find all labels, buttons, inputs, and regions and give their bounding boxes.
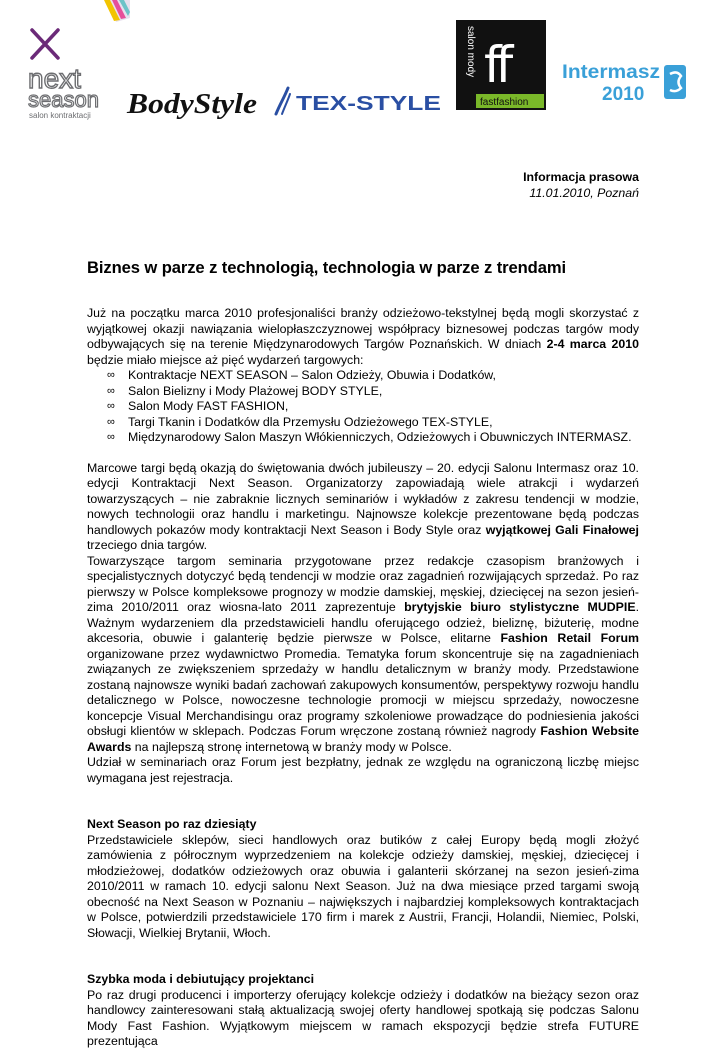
press-date-place: 11.01.2010, Poznań — [529, 185, 639, 200]
next-season-logo — [20, 0, 130, 125]
list-item: ∞ Salon Mody FAST FASHION, — [107, 399, 289, 413]
list-item: ∞ Kontraktacje NEXT SEASON – Salon Odzieży, Obuwia i Dodatków, — [107, 368, 496, 382]
section-heading-next-season: Next Season po raz dziesiąty — [87, 817, 257, 831]
intermasz-line2: 2010 — [602, 84, 645, 105]
next-season-stripes-graphic — [104, 0, 130, 22]
seminars-paragraph: Towarzyszące targom seminaria przygotowane przez redakcje czasopism branżowych i specjalistycznych dotyczyć będą tendencji w modzie oraz zagadnień rozwijających sprzedaż. Po raz pierwszy w Polsce kompleksowe prognozy w modzie damskiej, męskiej, dziecięcej na sezon jesień-zima 2010/2011 oraz wiosna-lato 2011 zaprezentuje brytyjskie biuro stylistyczne MUDPIE. Ważnym wydarzeniem dla przedstawicieli handlu oferującego odzież, bieliznę, biżuterię, modne akcesoria, obuwie i galanterię będzie pierwsze w Polsce, elitarne Fashion Retail Forum organizowane przez wydawnictwo Promedia. Tematyka forum skoncentruje się na zagadnieniach związanych ze zwiększeniem sprzedaży w handlu detalicznym w branży mody. Przedstawione zostaną najnowsze wyniki badań zachowań zakupowych konsumentów, perspektywy rozwoju handlu detalicznego w Polsce, nowoczesne technologie promocji w miejscu sprzedaży, nowoczesne koncepcje Visual Merchandisingu oraz programy szkoleniowe prowadzące do podniesienia jakości obsługi klientów w sklepach. Podczas Forum wręczone zostaną również nagrody Fashion Website Awards na najlepszą stronę internetową w branży mody w Polsce. — [87, 553, 640, 754]
next-season-line2: season — [28, 87, 99, 112]
next-season-x-mark — [32, 30, 58, 58]
registration-paragraph: Udział w seminariach oraz Forum jest bezpłatny, jednak ze względu na ograniczoną liczbę miejsc wymagana jest rejestracja. — [87, 755, 639, 785]
intermasz-gear-icon — [664, 65, 686, 99]
list-item: ∞ Salon Bielizny i Mody Plażowej BODY STYLE, — [107, 383, 383, 398]
tex-style-logo — [270, 82, 445, 122]
press-header — [523, 170, 639, 201]
intermasz-line1: Intermasz — [562, 62, 660, 83]
tex-style-thread-icon — [276, 88, 290, 114]
fast-fashion-logo — [456, 20, 546, 110]
section-heading-fast-fashion: Szybka moda i debiutujący projektanci — [87, 972, 315, 986]
article-body — [87, 306, 639, 1050]
list-item: ∞ Międzynarodowy Salon Maszyn Włókienniczych, Odzieżowych i Obuwniczych INTERMASZ. — [107, 430, 632, 444]
jubilee-paragraph: Marcowe targi będą okazją do świętowania dwóch jubileuszy – 20. edycji Salonu Intermasz oraz 10. edycji Kontraktacji Next Season. Organizatorzy zapowiadają wiele atrakcji i wydarzeń towarzyszących – nie zabraknie licznych seminariów i wykładów z zakresu tendencji w modzie, nowych technologii oraz handlu i marketingu. Najnowsze kolekcje prezentowane będą podczas handlowych pokazów mody kontraktacji Next Season i Body Style oraz wyjątkowej Gali Finałowej trzeciego dnia targów. — [87, 460, 639, 552]
next-season-line1: next — [28, 63, 81, 94]
next-season-line3: salon kontraktacji — [29, 111, 91, 120]
intro-paragraph: Już na początku marca 2010 profesjonaliści branży odzieżowo-tekstylnej będą mogli skorzystać z wyjątkowej okazji nawiązania wielopłaszczyznowej współpracy biznesowej podczas targów mody odbywających się na terenie Międzynarodowych Targów Poznańskich. W dniach 2-4 marca 2010 będzie miało miejsce aż pięć wydarzeń targowych: — [87, 306, 639, 367]
fast-fashion-paragraph: Po raz drugi producenci i importerzy oferujący kolekcje odzieży i dodatków na bieżący sezon oraz handlowcy zainteresowani stałą aktualizacją swojej oferty handlowej spotkają się podczas Salonu Mody Fast Fashion. Wyjątkowym miejscem w ramach ekspozycji będzie strefa FUTURE prezentująca — [87, 987, 639, 1048]
bullet-icon: ∞ — [107, 384, 115, 397]
bullet-icon: ∞ — [107, 431, 115, 443]
bullet-icon: ∞ — [107, 369, 115, 381]
bullet-icon: ∞ — [107, 400, 115, 412]
body-style-logo — [125, 80, 260, 125]
fast-fashion-bottom-text: fastfashion — [480, 97, 529, 108]
fast-fashion-vertical-text: salon mody — [465, 26, 476, 78]
tex-style-text: TEX-STYLE — [296, 93, 441, 115]
events-list — [87, 368, 639, 446]
fast-fashion-mark: ff — [484, 36, 508, 94]
bullet-icon: ∞ — [107, 415, 115, 428]
list-item: ∞ Targi Tkanin i Dodatków dla Przemysłu Odzieżowego TEX-STYLE, — [107, 414, 493, 429]
next-season-paragraph: Przedstawiciele sklepów, sieci handlowych oraz butików z całej Europy będą mogli złożyć zamówienia z półrocznym wyprzedzeniem na kolekcje odzieży damskiej, męskiej, dziecięcej i młodzieżowej, dodatków odzieżowych oraz obuwia i galanterii skórzanej na sezon jesień-zima 2010/2011 w ramach 10. edycji salonu Next Season. Już na dwa miesiące przed targami swoją obecność na Next Season w Poznaniu – największych i najbardziej kompleksowych kontraktacjach w Polsce, potwierdzili przedstawiciele 170 firm i marek z Austrii, Francji, Holandii, Niemiec, Polski, Słowacji, Wielkiej Brytanii, Włoch. — [87, 832, 639, 940]
body-style-text: BodyStyle — [125, 88, 258, 120]
press-label: Informacja prasowa — [523, 170, 639, 184]
intermasz-logo — [560, 60, 690, 105]
page-title: Biznes w parze z technologią, technologia w parze z trendami — [87, 258, 566, 277]
